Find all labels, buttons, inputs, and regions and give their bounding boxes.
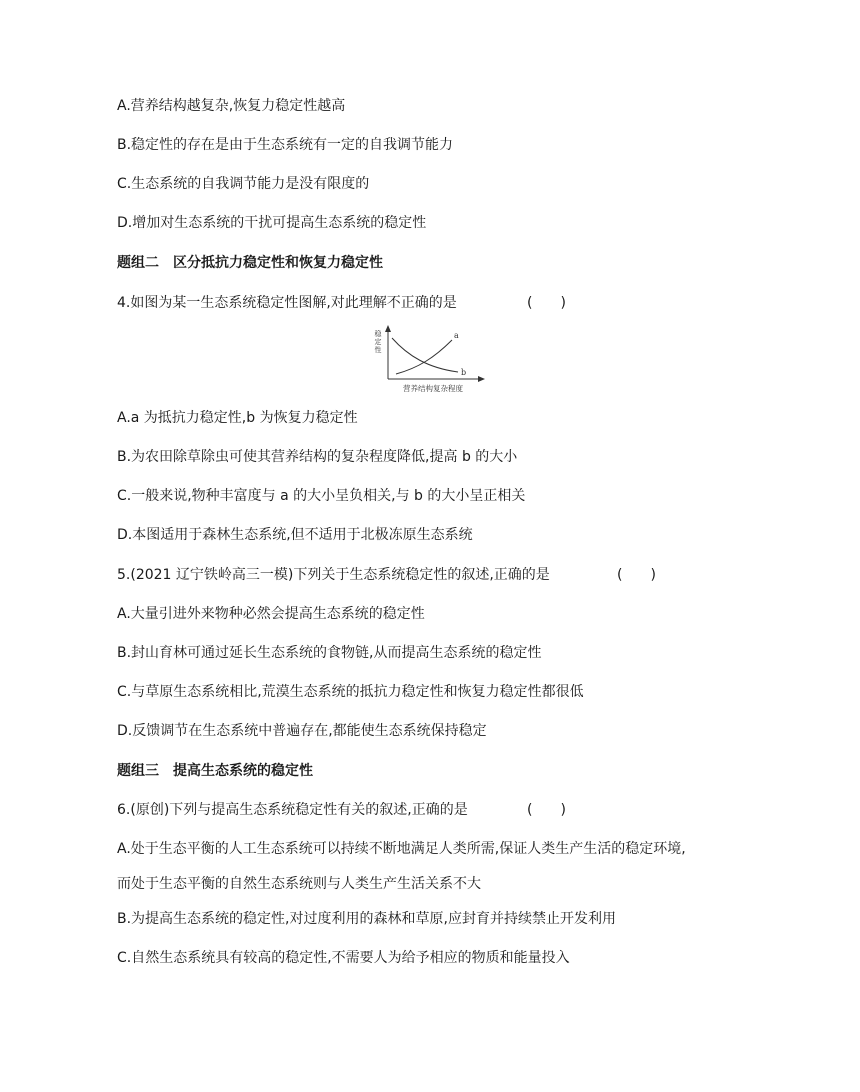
curve-a-label: a bbox=[454, 331, 459, 340]
q5-stem: 5.(2021 辽宁铁岭高三一模)下列关于生态系统稳定性的叙述,正确的是 bbox=[117, 567, 550, 583]
stability-figure bbox=[368, 324, 488, 396]
q6-option-c: C.自然生态系统具有较高的稳定性,不需要人为给予相应的物质和能量投入 bbox=[117, 950, 570, 966]
group3-heading: 题组三 提高生态系统的稳定性 bbox=[117, 763, 313, 779]
figure-x-label: 营养结构复杂程度 bbox=[403, 384, 463, 393]
q3-option-c: C.生态系统的自我调节能力是没有限度的 bbox=[117, 176, 370, 192]
curve-b bbox=[392, 338, 458, 372]
q3-option-a: A.营养结构越复杂,恢复力稳定性越高 bbox=[117, 98, 346, 114]
q3-option-d: D.增加对生态系统的干扰可提高生态系统的稳定性 bbox=[117, 215, 427, 231]
q4-option-d: D.本图适用于森林生态系统,但不适用于北极冻原生态系统 bbox=[117, 527, 473, 543]
q6-answer-paren: ( ) bbox=[527, 802, 566, 818]
q6-stem: 6.(原创)下列与提高生态系统稳定性有关的叙述,正确的是 bbox=[117, 802, 468, 818]
q5-option-a: A.大量引进外来物种必然会提高生态系统的稳定性 bbox=[117, 606, 425, 622]
figure-y-label-1: 稳 bbox=[374, 330, 382, 338]
q4-option-a: A.a 为抵抗力稳定性,b 为恢复力稳定性 bbox=[117, 410, 358, 426]
q6-option-b: B.为提高生态系统的稳定性,对过度利用的森林和草原,应封育并持续禁止开发利用 bbox=[117, 911, 616, 927]
curve-b-label: b bbox=[461, 368, 467, 377]
q6-option-a-line1: A.处于生态平衡的人工生态系统可以持续不断地满足人类所需,保证人类生产生活的稳定环境, bbox=[117, 841, 686, 857]
group2-heading: 题组二 区分抵抗力稳定性和恢复力稳定性 bbox=[117, 255, 383, 271]
q4-option-b: B.为农田除草除虫可使其营养结构的复杂程度降低,提高 b 的大小 bbox=[117, 449, 518, 465]
q5-answer-paren: ( ) bbox=[617, 567, 656, 583]
q5-option-b: B.封山育林可通过延长生态系统的食物链,从而提高生态系统的稳定性 bbox=[117, 645, 542, 661]
q6-option-a-line2: 而处于生态平衡的自然生态系统则与人类生产生活关系不大 bbox=[117, 876, 481, 892]
q3-option-b: B.稳定性的存在是由于生态系统有一定的自我调节能力 bbox=[117, 137, 454, 153]
q4-option-c: C.一般来说,物种丰富度与 a 的大小呈负相关,与 b 的大小呈正相关 bbox=[117, 488, 526, 504]
q5-option-c: C.与草原生态系统相比,荒漠生态系统的抵抗力稳定性和恢复力稳定性都很低 bbox=[117, 684, 584, 700]
figure-y-label-3: 性 bbox=[374, 346, 382, 354]
q4-answer-paren: ( ) bbox=[527, 295, 566, 311]
q5-option-d: D.反馈调节在生态系统中普遍存在,都能使生态系统保持稳定 bbox=[117, 723, 487, 739]
figure-y-label-2: 定 bbox=[374, 338, 382, 346]
q4-stem: 4.如图为某一生态系统稳定性图解,对此理解不正确的是 bbox=[117, 295, 457, 311]
